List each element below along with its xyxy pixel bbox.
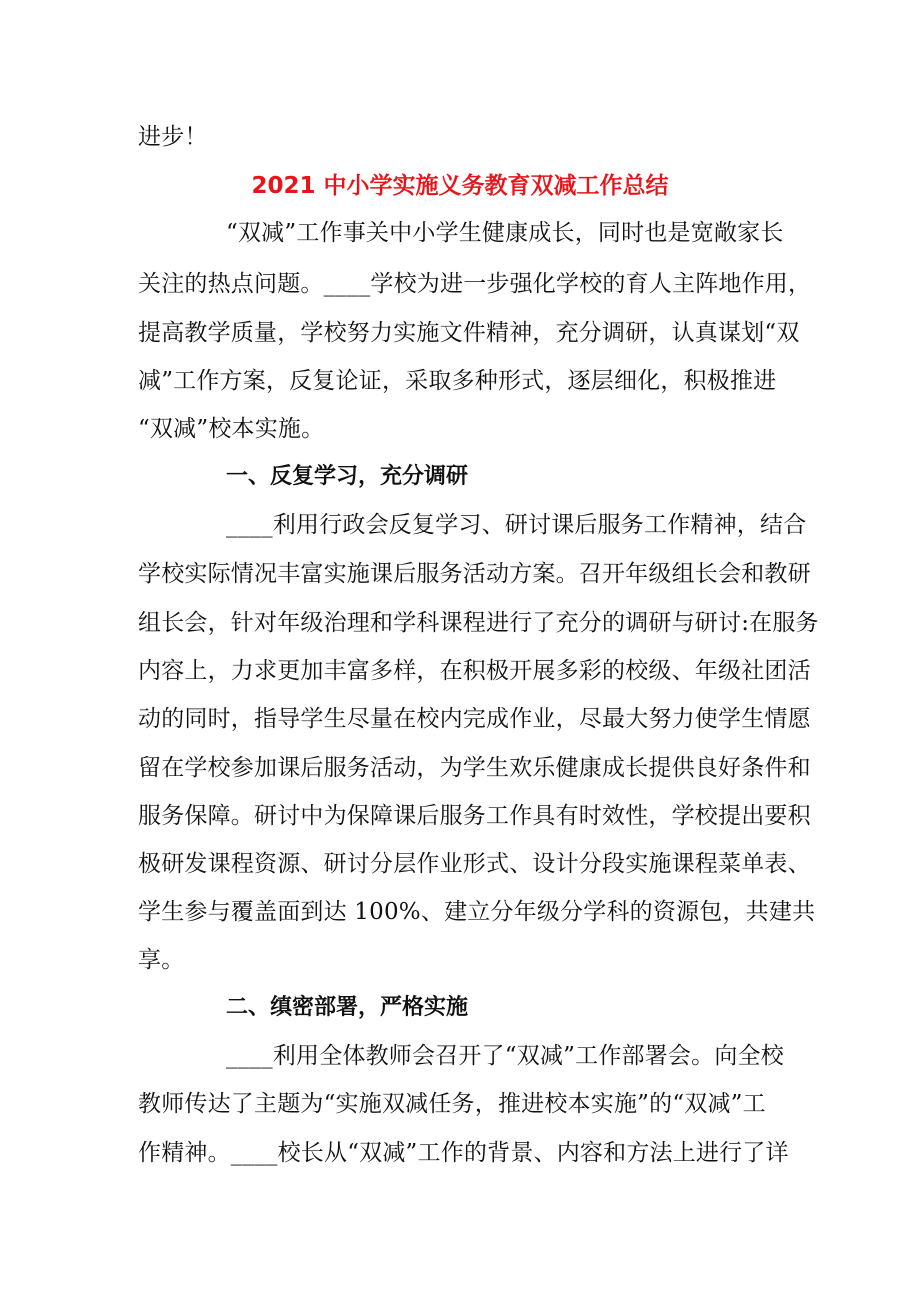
document-title: 2021 中小学实施义务教育双减工作总结 <box>251 173 669 199</box>
section-heading-1: 一、反复学习，充分调研 <box>226 464 469 489</box>
paragraph-line: 留在学校参加课后服务活动，为学生欢乐健康成长提供良好条件和 <box>138 755 811 781</box>
paragraph-line: 减”工作方案，反复论证，采取多种形式，逐层细化，积极推进 <box>138 368 777 394</box>
paragraph-line: 内容上，力求更加丰富多样，在积极开展多彩的校级、年级社团活 <box>138 658 811 684</box>
paragraph-line: ____利用全体教师会召开了“双减”工作部署会。向全校 <box>226 1043 784 1069</box>
text-line: 进步！ <box>138 124 208 150</box>
section-heading-2: 二、缜密部署，严格实施 <box>226 995 469 1020</box>
paragraph-line: “双减”校本实施。 <box>138 416 325 442</box>
paragraph-line: 服务保障。研讨中为保障课后服务工作具有时效性，学校提出要积 <box>138 803 811 829</box>
paragraph-line: 教师传达了主题为“实施双减任务，推进校本实施”的“双减”工 <box>138 1091 766 1117</box>
paragraph-line: 关注的热点问题。____学校为进一步强化学校的育人主阵地作用， <box>138 271 812 297</box>
paragraph-line: 作精神。____校长从“双减”工作的背景、内容和方法上进行了详 <box>138 1140 789 1166</box>
paragraph-line: 组长会，针对年级治理和学科课程进行了充分的调研与研讨:在服务 <box>138 610 819 636</box>
paragraph-line: 学生参与覆盖面到达 100%、建立分年级分学科的资源包，共建共 <box>138 899 816 925</box>
paragraph-line: “双减”工作事关中小学生健康成长，同时也是宽敞家长 <box>226 220 784 246</box>
paragraph-line: 享。 <box>138 947 185 973</box>
paragraph-line: 动的同时，指导学生尽量在校内完成作业，尽最大努力使学生情愿 <box>138 706 811 732</box>
paragraph-line: 极研发课程资源、研讨分层作业形式、设计分段实施课程菜单表、 <box>138 851 811 877</box>
paragraph-line: 学校实际情况丰富实施课后服务活动方案。召开年级组长会和教研 <box>138 561 811 587</box>
paragraph-line: ____利用行政会反复学习、研讨课后服务工作精神，结合 <box>226 512 807 538</box>
paragraph-line: 提高教学质量，学校努力实施文件精神，充分调研，认真谋划“双 <box>138 320 800 346</box>
